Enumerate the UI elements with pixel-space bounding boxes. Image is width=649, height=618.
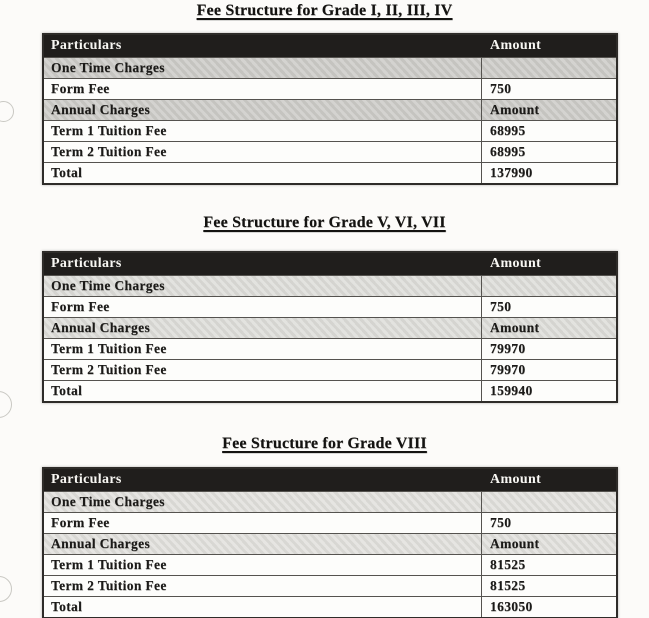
row-label: Total (44, 163, 482, 183)
row-form-fee (44, 296, 616, 317)
row-amount: 750 (490, 81, 512, 96)
row-label: Annual Charges (44, 100, 482, 120)
row-form-fee (44, 78, 616, 99)
table-title-grade-5-7: Fee Structure for Grade V, VI, VII (203, 214, 446, 231)
row-label: One Time Charges (44, 58, 482, 78)
row-label: Term 1 Tuition Fee (44, 121, 482, 141)
column-header-amount: Amount (490, 472, 542, 487)
row-amount: 68995 (490, 123, 526, 138)
row-total (44, 162, 616, 183)
fee-table-grade-1-4 (42, 33, 618, 185)
column-header-particulars: Particulars (51, 256, 122, 271)
row-form-fee (44, 512, 616, 533)
row-term2-tuition-fee (44, 359, 616, 380)
row-label: Form Fee (44, 79, 482, 99)
table-title-grade-1-4: Fee Structure for Grade I, II, III, IV (196, 2, 453, 19)
row-one-time-charges (44, 491, 616, 512)
row-amount (482, 492, 616, 512)
binder-hole-artifact (0, 391, 12, 418)
row-annual-charges (44, 533, 616, 554)
row-term2-tuition-fee (44, 575, 616, 596)
row-label: Total (44, 381, 482, 401)
row-label: Term 1 Tuition Fee (44, 555, 482, 575)
row-amount: 79970 (490, 341, 526, 356)
row-label: Form Fee (44, 513, 482, 533)
row-label: Term 1 Tuition Fee (44, 339, 482, 359)
row-term1-tuition-fee (44, 120, 616, 141)
row-label: Term 2 Tuition Fee (44, 576, 482, 596)
row-label: Annual Charges (44, 318, 482, 338)
row-label: One Time Charges (44, 492, 482, 512)
row-label: Form Fee (44, 297, 482, 317)
row-amount: 79970 (490, 362, 526, 377)
table-title-grade-8: Fee Structure for Grade VIII (222, 435, 427, 452)
binder-hole-artifact (0, 576, 12, 602)
table-header-row (44, 469, 616, 491)
fee-table-grade-5-7 (42, 251, 618, 403)
row-label: Total (44, 597, 482, 617)
row-amount (482, 58, 616, 78)
row-amount (482, 276, 616, 296)
row-label: Annual Charges (44, 534, 482, 554)
row-total (44, 596, 616, 617)
row-annual-charges (44, 317, 616, 338)
row-label: One Time Charges (44, 276, 482, 296)
row-amount: 81525 (490, 557, 526, 572)
row-one-time-charges (44, 57, 616, 78)
table-header-row (44, 35, 616, 57)
row-amount: Amount (490, 320, 540, 335)
row-total (44, 380, 616, 401)
binder-hole-artifact (0, 101, 14, 122)
row-one-time-charges (44, 275, 616, 296)
column-header-amount: Amount (490, 256, 542, 271)
column-header-particulars: Particulars (51, 472, 122, 487)
column-header-amount: Amount (490, 38, 542, 53)
row-amount: 68995 (490, 144, 526, 159)
row-amount: 81525 (490, 578, 526, 593)
row-annual-charges (44, 99, 616, 120)
row-term1-tuition-fee (44, 554, 616, 575)
row-amount: 137990 (490, 165, 533, 180)
row-amount: Amount (490, 536, 540, 551)
column-header-particulars: Particulars (51, 38, 122, 53)
row-amount: 750 (490, 299, 512, 314)
row-label: Term 2 Tuition Fee (44, 360, 482, 380)
row-term1-tuition-fee (44, 338, 616, 359)
table-header-row (44, 253, 616, 275)
row-amount: 163050 (490, 599, 533, 614)
row-amount: Amount (490, 102, 540, 117)
fee-table-grade-8 (42, 467, 618, 618)
row-term2-tuition-fee (44, 141, 616, 162)
row-amount: 159940 (490, 383, 533, 398)
row-label: Term 2 Tuition Fee (44, 142, 482, 162)
row-amount: 750 (490, 515, 512, 530)
